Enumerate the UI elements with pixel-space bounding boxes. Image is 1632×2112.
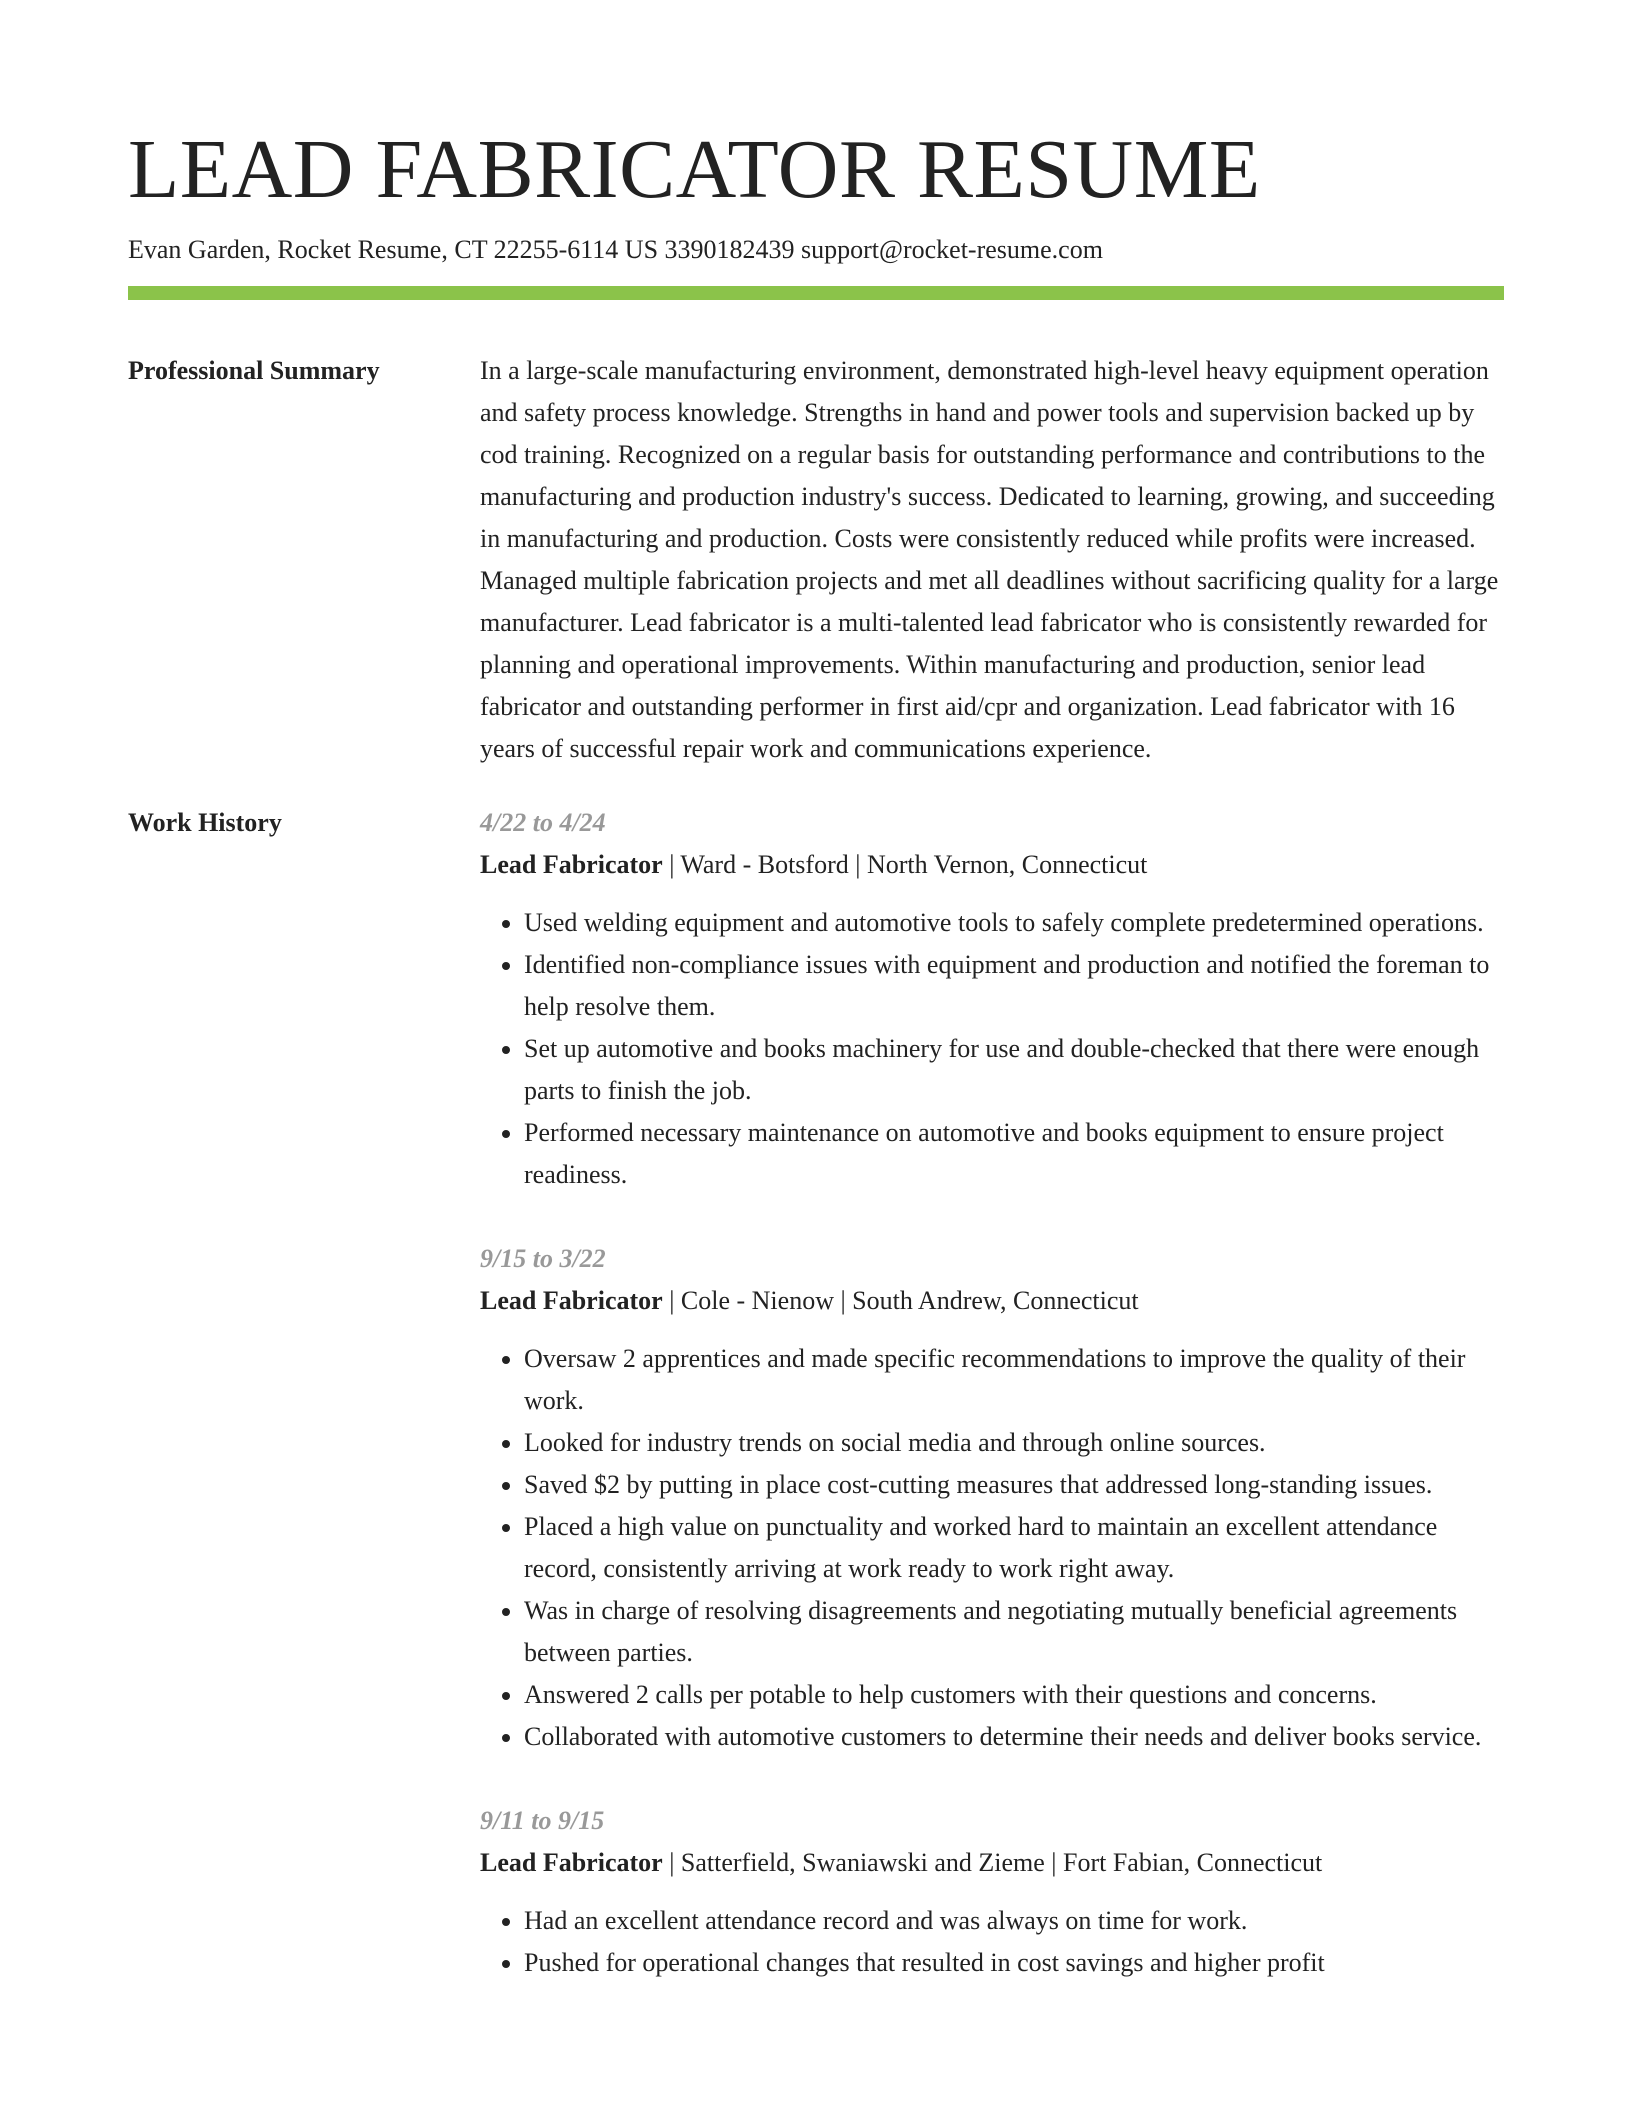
- header-divider: [128, 286, 1504, 300]
- resume-content: [128, 350, 1504, 2026]
- job-dates: 9/15 to 3/22: [480, 1244, 606, 1273]
- job-bullet: • Collaborated with automotive customers to determine their needs and deliver books service.: [524, 1716, 1504, 1758]
- job-bullet: • Used welding equipment and automotive tools to safely complete predetermined operations.: [524, 902, 1504, 944]
- section-label-summary: Professional Summary: [128, 356, 380, 385]
- job-bullet: • Set up automotive and books machinery for use and double-checked that there were enough parts to finish the job.: [524, 1028, 1504, 1112]
- job-bullet: • Performed necessary maintenance on automotive and books equipment to ensure project readiness.: [524, 1112, 1504, 1196]
- job-heading: [480, 1842, 1504, 1884]
- job-bullet-list: [480, 1338, 1504, 1758]
- page-title: LEAD FABRICATOR RESUME: [128, 123, 1261, 216]
- job-bullet: • Oversaw 2 apprentices and made specific recommendations to improve the quality of their work.: [524, 1338, 1504, 1422]
- summary-body: [480, 350, 1504, 770]
- job-bullet: • Identified non-compliance issues with equipment and production and notified the foreman to help resolve them.: [524, 944, 1504, 1028]
- job-bullet: • Pushed for operational changes that resulted in cost savings and higher profit: [524, 1942, 1504, 1984]
- job-bullet: • Had an excellent attendance record and was always on time for work.: [524, 1900, 1504, 1942]
- job-employer-location: | Satterfield, Swaniawski and Zieme | Fort Fabian, Connecticut: [662, 1848, 1323, 1877]
- job-title: Lead Fabricator: [480, 1848, 663, 1877]
- job-entry: [480, 1800, 1504, 1984]
- work-history-body: [480, 802, 1504, 2026]
- summary-text: In a large-scale manufacturing environment, demonstrated high-level heavy equipment operation and safety process knowledge. Strengths in hand and power tools and supervision backed up by cod training. Recognized on a regular basis for outstanding performance and contributions to the manufacturing and production industry's success. Dedicated to learning, growing, and succeeding in manufacturing and production. Costs were consistently reduced while profits were increased. Managed multiple fabrication projects and met all deadlines without sacrificing quality for a large manufacturer. Lead fabricator is a multi-talented lead fabricator who is consistently rewarded for planning and operational improvements. Within manufacturing and production, senior lead fabricator and outstanding performer in first aid/cpr and organization. Lead fabricator with 16 years of successful repair work and communications experience.: [480, 356, 1499, 763]
- job-bullet: • Looked for industry trends on social media and through online sources.: [524, 1422, 1504, 1464]
- contact-line: Evan Garden, Rocket Resume, CT 22255-6114 US 3390182439 support@rocket-resume.com: [128, 235, 1103, 264]
- job-bullet: • Answered 2 calls per potable to help customers with their questions and concerns.: [524, 1674, 1504, 1716]
- job-dates: 9/11 to 9/15: [480, 1806, 605, 1835]
- job-bullet: • Placed a high value on punctuality and worked hard to maintain an excellent attendance record, consistently arriving at work ready to work right away.: [524, 1506, 1504, 1590]
- job-dates: 4/22 to 4/24: [480, 808, 606, 837]
- job-bullet-list: [480, 1900, 1504, 1984]
- job-heading: [480, 1280, 1504, 1322]
- job-entry: [480, 802, 1504, 1196]
- job-bullet: • Saved $2 by putting in place cost-cutting measures that addressed long-standing issues.: [524, 1464, 1504, 1506]
- job-title: Lead Fabricator: [480, 850, 663, 879]
- job-entry: [480, 1238, 1504, 1758]
- job-bullet-list: [480, 902, 1504, 1196]
- job-employer-location: | Cole - Nienow | South Andrew, Connecticut: [662, 1286, 1139, 1315]
- professional-summary-section: [128, 350, 1504, 770]
- work-history-section: [128, 802, 1504, 2026]
- job-bullet: • Was in charge of resolving disagreements and negotiating mutually beneficial agreements between parties.: [524, 1590, 1504, 1674]
- section-label-work-history: Work History: [128, 808, 282, 837]
- job-title: Lead Fabricator: [480, 1286, 663, 1315]
- job-employer-location: | Ward - Botsford | North Vernon, Connecticut: [662, 850, 1148, 879]
- job-heading: [480, 844, 1504, 886]
